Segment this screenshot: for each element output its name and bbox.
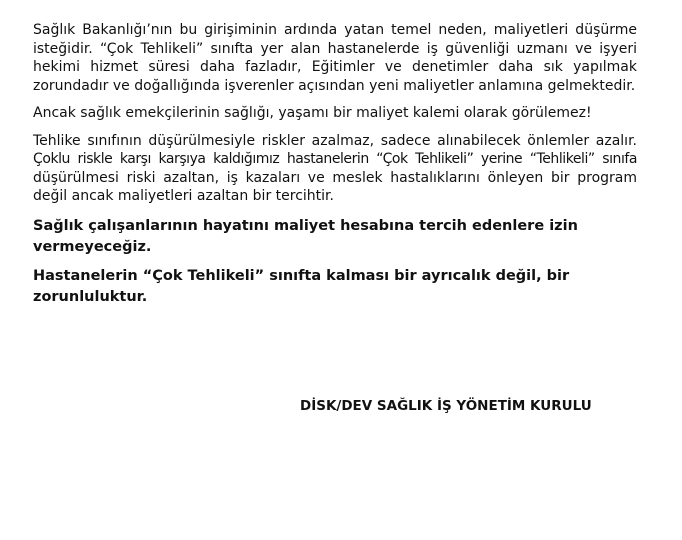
paragraph-risk-class-part-b: Çoklu riskle karşı karşıya kaldığımız hastanelerin “Çok Tehlikeli” yerine “Tehlikeli” sınıfa	[33, 151, 637, 167]
paragraph-risk-class-part-c: düşürülmesi riski azaltan, iş kazaları ve meslek hastalıklarını önleyen bir program değil ancak maliyetleri azaltan bir tercihtir.	[33, 169, 637, 204]
paragraph-risk-class	[33, 132, 637, 206]
signature-board: DİSK/DEV SAĞLIK İŞ YÖNETİM KURULU	[300, 398, 592, 414]
paragraph-risk-class-part-a: Tehlike sınıfının düşürülmesiyle riskler azalmaz, sadece alınabilecek önlemler azalır.	[33, 132, 637, 149]
paragraph-cost-reason: Sağlık Bakanlığı’nın bu girişiminin ardında yatan temel neden, maliyetleri düşürme isteğidir. “Çok Tehlikeli” sınıfta yer alan hastanelerde iş güvenliği uzmanı ve işyeri hekimi hizmet süresi daha fazladır, Eğitimler ve denetimler daha sık yapılmak zorundadır ve doğallığında işverenler açısından yeni maliyetler anlamına gelmektedir.	[33, 22, 637, 94]
bold-statement-workers-life: Sağlık çalışanlarının hayatını maliyet hesabına tercih edenlere izin vermeyeceğiz.	[33, 217, 578, 255]
paragraph-health-not-cost: Ancak sağlık emekçilerinin sağlığı, yaşamı bir maliyet kalemi olarak görülemez!	[33, 105, 592, 121]
bold-statement-necessity: Hastanelerin “Çok Tehlikeli” sınıfta kalması bir ayrıcalık değil, bir zorunluluktur.	[33, 267, 570, 305]
document-body	[33, 21, 637, 308]
